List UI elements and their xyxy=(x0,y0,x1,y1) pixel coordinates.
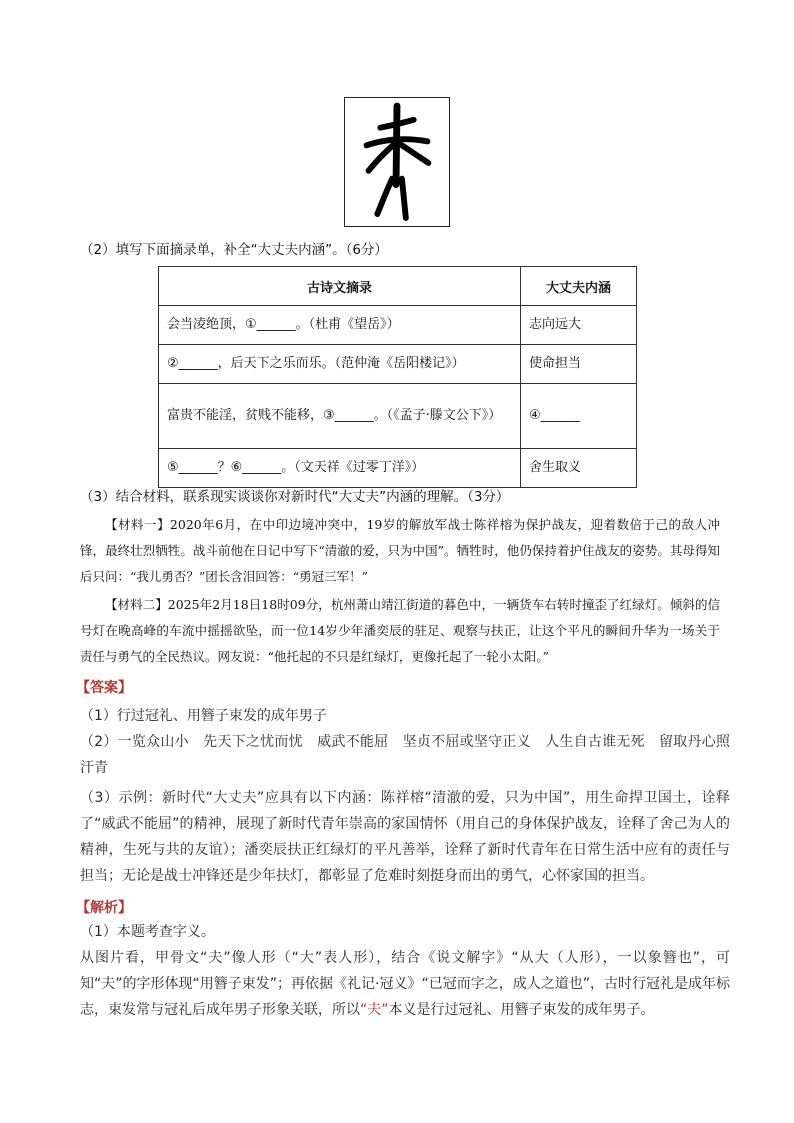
table-cell-excerpt: 会当凌绝顶，①______。（杜甫《望岳》） xyxy=(159,306,521,345)
answer-2-item: 坚贞不屈或坚守正义 xyxy=(402,734,531,750)
analysis-paragraph-1: （1）本题考查字义。 xyxy=(80,924,215,940)
analysis-paragraph-2 xyxy=(80,945,730,1023)
answer-2-item: 一览众山小 xyxy=(117,734,189,750)
table-row xyxy=(159,345,637,384)
analysis-heading: 【解析】 xyxy=(76,900,132,916)
table-header-excerpt: 古诗文摘录 xyxy=(159,267,521,306)
answer-2-item: 人生自古谁无死 xyxy=(544,734,645,750)
oracle-bone-fu-character-image xyxy=(344,97,450,227)
answer-1: （1）行过冠礼、用簪子束发的成年男子 xyxy=(80,708,327,724)
analysis-text: 从图片看，甲骨文“夫”像人形（“大”表人形），结合《说文解字》“从大（人形），一以象簪也”，可知“夫”的字形体现“用簪子束发”；再依据《礼记·冠义》“已冠而字之，成人之道也”，古时行冠礼是成年标志，束发常与冠礼后成年男子形象关联，所以 xyxy=(80,950,730,1018)
table-header-row xyxy=(159,267,637,306)
table-cell-meaning: 使命担当 xyxy=(521,345,637,384)
table-cell-excerpt: ②______，后天下之乐而乐。（范仲淹《岳阳楼记》） xyxy=(159,345,521,384)
material-one: 【材料一】2020年6月，在中印边境冲突中，19岁的解放军战士陈祥榕为保护战友，迎着数倍于己的敌人冲锋，最终壮烈牺牲。战斗前他在日记中写下“清澈的爱，只为中国”。牺牲时，他仍保持着护住战友的姿势。其母得知后只问：“我儿勇否？”团长含泪回答：“勇冠三军！” xyxy=(80,517,720,584)
material-two: 【材料二】2025年2月18日18时09分，杭州萧山靖江街道的暮色中，一辆货车右转时撞歪了红绿灯。倾斜的信号灯在晚高峰的车流中摇摇欲坠，而一位14岁少年潘奕辰的驻足、观察与扶正，让这个平凡的瞬间升华为一场关于责任与勇气的全民热议。网友说：“他托起的不只是红绿灯，更像托起了一轮小太阳。” xyxy=(80,597,720,664)
table-row xyxy=(159,384,637,449)
table-header-meaning: 大丈夫内涵 xyxy=(521,267,637,306)
question-2-prompt: （2）填写下面摘录单，补全“大丈夫内涵”。（6分） xyxy=(80,242,388,258)
table-cell-excerpt: 富贵不能淫，贫贱不能移，③______。（《孟子·滕文公下》） xyxy=(159,384,521,449)
table-row xyxy=(159,449,637,488)
answer-2 xyxy=(80,729,730,781)
answer-2-prefix: （2） xyxy=(80,734,118,750)
answer-3: （3）示例：新时代“大丈夫”应具有以下内涵：陈祥榕“清澈的爱，只为中国”，用生命捍卫国土，诠释了“威武不能屈”的精神，展现了新时代青年崇高的家国情怀（用自己的身体保护战友，诠释了舍己为人的精神，生死与共的友谊）；潘奕辰扶正红绿灯的平凡善举，诠释了新时代青年在日常生活中应有的责任与担当；无论是战士冲锋还是少年扶灯，都彰显了危难时刻挺身而出的勇气，心怀家国的担当。 xyxy=(80,790,730,884)
table-row xyxy=(159,306,637,345)
table-cell-meaning: 志向远大 xyxy=(521,306,637,345)
oracle-bone-fu-glyph xyxy=(345,98,449,226)
answer-2-item: 留取丹心照汗青 xyxy=(80,734,731,776)
answer-heading: 【答案】 xyxy=(76,680,132,696)
question-3-prompt: （3）结合材料，联系现实谈谈你对新时代“大丈夫”内涵的理解。（3分） xyxy=(80,489,510,505)
excerpt-table xyxy=(158,266,637,488)
analysis-highlight: “夫” xyxy=(360,1002,389,1018)
answer-2-item: 先天下之忧而忧 xyxy=(202,734,303,750)
analysis-text: 本义是行过冠礼、用簪子束发的成年男子。 xyxy=(388,1002,655,1018)
table-cell-meaning: ④______ xyxy=(521,384,637,449)
answer-2-item: 威武不能屈 xyxy=(316,734,389,750)
table-cell-meaning: 舍生取义 xyxy=(521,449,637,488)
table-cell-excerpt: ⑤______？⑥______。（文天祥《过零丁洋》） xyxy=(159,449,521,488)
